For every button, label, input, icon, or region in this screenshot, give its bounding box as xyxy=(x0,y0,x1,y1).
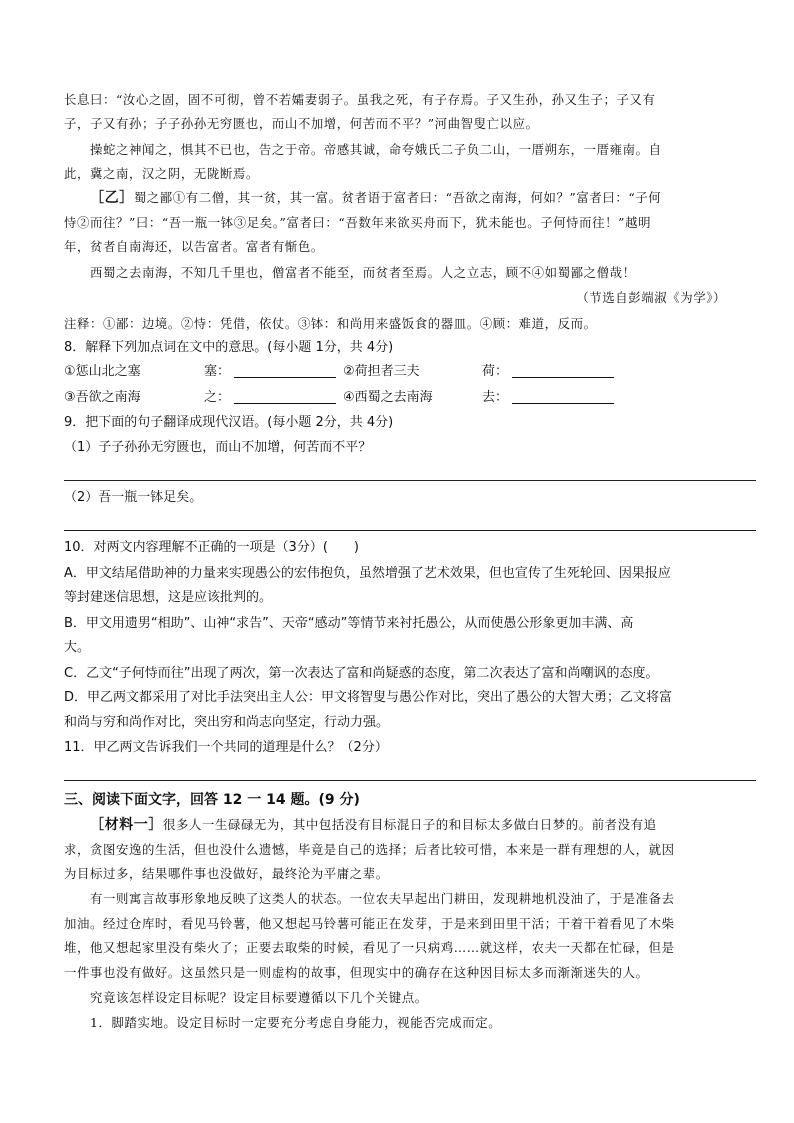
q8-item-2: ②荷担者三夫 xyxy=(343,364,420,379)
passage-jia-line-3: 操蛇之神闻之，惧其不已也，告之于帝。帝感其诚，命夸娥氏二子负二山，一厝朔东，一厝雍南。自 xyxy=(90,142,662,157)
section3-p1-line-1 xyxy=(90,815,657,835)
section3-p4: 1．脚踏实地。设定目标时一定要充分考虑自身能力，视能否完成而定。 xyxy=(90,1015,502,1030)
q8-item-1: ①惩山北之塞 xyxy=(64,364,141,379)
q8-answer-1[interactable] xyxy=(204,362,336,382)
q8-answer-2[interactable] xyxy=(482,362,614,382)
passage-jia-line-2: 子，子又有孙；子子孙孙无穷匮也，而山不加增，何苦而不平？”河曲智叟亡以应。 xyxy=(64,116,539,131)
q8-word-2: 荷： xyxy=(482,364,509,379)
section3-p1-line-2: 求，贪图安逸的生活，但也没什么遗憾，毕竟是自己的选择；后者比较可惜，本来是一群有理想的人，就因 xyxy=(64,842,675,857)
q8-word-4: 去： xyxy=(482,390,509,405)
passage-yi-line-2: 恃②而往？”曰：“吾一瓶一钵③足矣。”富者曰：“吾数年来欲买舟而下，犹未能也。子何恃而往！”越明 xyxy=(64,215,652,230)
q8-stem: 8．解释下列加点词在文中的意思。(每小题 1分，共 4分) xyxy=(64,340,394,355)
q9-answer-line-1[interactable] xyxy=(64,480,756,481)
q10-option-b-line-1: B．甲文用遗男“相助”、山神“求告”、天帝“感动”等情节来衬托愚公，从而使愚公形象更加丰满、高 xyxy=(64,616,634,631)
material-one-label: ［材料一］ xyxy=(90,817,163,833)
q8-blank-4[interactable] xyxy=(512,389,614,404)
q10-option-d-line-2: 和尚与穷和尚作对比，突出穷和尚志向坚定，行动力强。 xyxy=(64,715,390,730)
passage-jia-line-4: 此，冀之南，汉之阴，无陇断焉。 xyxy=(64,166,259,181)
section3-heading: 三、阅读下面文字，回答 12 一 14 题。(9 分) xyxy=(64,792,360,808)
q8-blank-2[interactable] xyxy=(512,363,614,378)
q8-word-3: 之： xyxy=(204,390,231,405)
q9-answer-line-2[interactable] xyxy=(64,530,756,531)
q8-item-3: ③吾欲之南海 xyxy=(64,390,141,405)
q9-stem: 9．把下面的句子翻译成现代汉语。(每小题 2分，共 4分) xyxy=(64,415,394,430)
passage-jia-line-1: 长息曰：“汝心之固，固不可彻，曾不若孀妻弱子。虽我之死，有子存焉。子又生孙，孙又生子；子又有 xyxy=(64,92,656,107)
q8-answer-4[interactable] xyxy=(482,388,614,408)
q10-option-c: C．乙文“子何恃而往”出现了两次，第一次表达了富和尚疑惑的态度，第二次表达了富和尚嘲讽的态度。 xyxy=(64,666,659,681)
q8-answer-3[interactable] xyxy=(204,388,336,408)
section3-p2-line-2: 加油。经过仓库时，看见马铃薯，他又想起马铃薯可能正在发芽，于是来到田里干活；干着干着看见了木柴 xyxy=(64,916,675,931)
q9-sentence-1: （1）子子孙孙无穷匮也，而山不加增，何苦而不平？ xyxy=(64,440,372,455)
passage-notes: 注释：①鄙：边境。②恃：凭借，依仗。③钵：和尚用来盛饭食的器皿。④顾：难道，反而。 xyxy=(64,316,597,331)
q9-sentence-2: （2）吾一瓶一钵足矣。 xyxy=(64,490,203,505)
q8-blank-3[interactable] xyxy=(234,389,336,404)
passage-yi-line-3: 年，贫者自南海还，以告富者。富者有惭色。 xyxy=(64,239,324,254)
section3-p1-line-1-text: 很多人一生碌碌无为，其中包括没有目标混日子的和目标太多做白日梦的。前者没有追 xyxy=(163,817,657,832)
q10-stem: 10．对两文内容理解不正确的一项是（3分）( ) xyxy=(64,540,359,555)
section3-p2-line-4: 一件事也没有做好。这虽然只是一则虚构的故事，但现实中的确存在这种因目标太多而渐渐迷失的人。 xyxy=(64,965,649,980)
q10-option-d-line-1: D．甲乙两文都采用了对比手法突出主人公：甲文将智叟与愚公作对比，突出了愚公的大智大勇；乙文将富 xyxy=(64,690,673,705)
section3-p2-line-1: 有一则寓言故事形象地反映了这类人的状态。一位农夫早起出门耕田，发现耕地机没油了，于是准备去 xyxy=(90,891,675,906)
q10-option-a-line-2: 等封建迷信思想，这是应该批判的。 xyxy=(64,590,273,605)
q8-word-1: 塞： xyxy=(204,364,231,379)
q11-stem: 11．甲乙两文告诉我们一个共同的道理是什么？（2分） xyxy=(64,740,388,755)
section3-p3: 究竟该怎样设定目标呢？设定目标要遵循以下几个关键点。 xyxy=(90,990,428,1005)
q8-blank-1[interactable] xyxy=(234,363,336,378)
q10-option-b-line-2: 大。 xyxy=(64,640,91,655)
passage-yi-label: ［乙］ xyxy=(90,190,134,206)
passage-yi-line-1-text: 蜀之鄙①有二僧，其一贫，其一富。贫者语于富者曰：“吾欲之南海，何如？”富者曰：“子何 xyxy=(133,190,662,205)
q10-option-a-line-1: A．甲文结尾借助神的力量来实现愚公的宏伟抱负，虽然增强了艺术效果，但也宣传了生死轮回、因果报应 xyxy=(64,566,671,581)
q8-item-4: ④西蜀之去南海 xyxy=(343,390,433,405)
passage-source: （节选自彭端淑《为学》） xyxy=(576,290,726,305)
passage-yi-line-4: 西蜀之去南海，不知几千里也，僧富者不能至，而贫者至焉。人之立志，顾不④如蜀鄙之僧哉！ xyxy=(90,265,636,280)
passage-yi-line-1 xyxy=(90,188,661,208)
section3-p2-line-3: 堆，他又想起家里没有柴火了；正要去取柴的时候，看见了一只病鸡……就这样，农夫一天都在忙碌，但是 xyxy=(64,940,675,955)
section3-p1-line-3: 为目标过多，结果哪件事也没做好，最终沦为平庸之辈。 xyxy=(64,866,389,881)
q11-answer-line[interactable] xyxy=(64,780,756,781)
